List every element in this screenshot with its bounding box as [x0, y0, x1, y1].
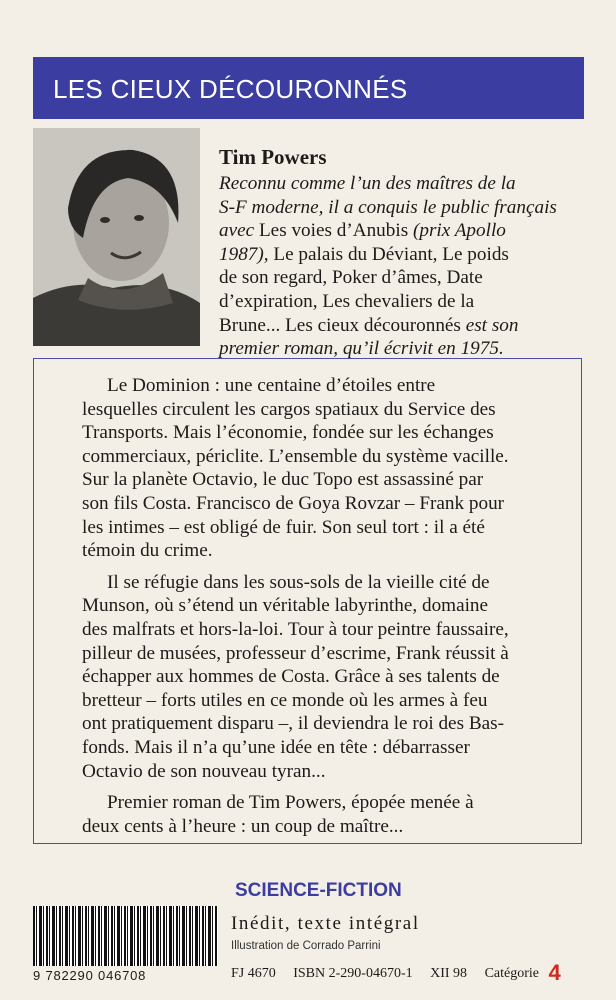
bio-line [219, 172, 579, 196]
barcode-number: 9 782290 046708 [33, 968, 147, 983]
catalog-code: FJ 4670 [231, 966, 276, 981]
blurb-line: Le Dominion : une centaine d’étoiles entre [107, 375, 436, 396]
date-code: XII 98 [430, 966, 468, 981]
blurb-line: Il se réfugie dans les sous-sols de la vieille cité de [107, 571, 490, 593]
book-blurb [82, 374, 572, 838]
catalog-line [231, 960, 561, 986]
barcode [33, 906, 218, 966]
bio-text-run: est son [465, 314, 519, 336]
series-label: SCIENCE-FICTION [235, 880, 402, 901]
blurb-line: pilleur de musées, professeur d’escrime, Frank réussit à [82, 642, 509, 664]
blurb-line: témoin du crime. [82, 540, 213, 562]
bio-line [219, 196, 579, 220]
blurb-line: Transports. Mais l’économie, fondée sur les échanges [82, 422, 494, 444]
bio-text-run: 1987), [219, 243, 274, 265]
blurb-line: commerciaux, périclite. L’ensemble du système vacille. [82, 445, 509, 467]
author-name: Tim Powers [219, 145, 327, 169]
blurb-line: Sur la planète Octavio, le duc Topo est assassiné par [82, 469, 484, 491]
blurb-line: fonds. Mais il n’a qu’une idée en tête : débarrasser [82, 736, 470, 758]
blurb-line: échapper aux hommes de Costa. Grâce à ses talents de [82, 666, 500, 688]
category-label: Catégorie [484, 966, 539, 981]
bio-text-run: Reconnu comme l’un des maîtres de la [219, 173, 516, 194]
bio-line [219, 219, 579, 243]
blurb-line: lesquelles circulent les cargos spatiaux du Service des [82, 398, 496, 420]
blurb-line: les intimes – est obligé de fuir. Son seul tort : il a été [82, 516, 485, 538]
bio-text-run: de son regard, Poker d’âmes, Date [219, 267, 483, 289]
author-photo [33, 128, 200, 346]
blurb-line: ont pratiquement disparu –, il deviendra le roi des Bas- [82, 713, 505, 735]
title-band [33, 57, 584, 119]
illustration-credit: Illustration de Corrado Parrini [231, 940, 381, 952]
bio-text-run: avec [219, 220, 259, 242]
bio-line [219, 243, 579, 267]
blurb-line: deux cents à l’heure : un coup de maître... [82, 815, 404, 837]
bio-text-run: Le palais du Déviant, Le poids [273, 243, 509, 265]
book-title: LES CIEUX DÉCOURONNÉS [53, 74, 408, 104]
bio-text-run: premier roman, qu’il écrivit en 1975. [219, 338, 504, 360]
author-portrait-image [33, 128, 200, 346]
bio-text-run: Brune... Les cieux découronnés [219, 314, 466, 336]
bio-line [219, 290, 579, 314]
bio-line [219, 266, 579, 290]
edition-note: Inédit, texte intégral [231, 913, 420, 934]
bio-text-run: d’expiration, Les chevaliers de la [219, 290, 475, 312]
blurb-line: bretteur – forts utiles en ce monde où les armes à feu [82, 689, 488, 711]
bio-line [219, 314, 579, 338]
isbn-code: ISBN 2-290-04670-1 [293, 966, 413, 981]
blurb-line: Premier roman de Tim Powers, épopée menée à [107, 792, 474, 814]
bio-text-run: S-F moderne, il a conquis le public français [219, 196, 557, 218]
author-bio [219, 172, 579, 361]
blurb-line: Munson, où s’étend un véritable labyrinthe, domaine [82, 595, 489, 617]
blurb-line: des malfrats et hors-la-loi. Tour à tour peintre faussaire, [82, 618, 509, 640]
bio-text-run: Les voies d’Anubis [258, 220, 413, 242]
blurb-line: Octavio de son nouveau tyran... [82, 760, 326, 782]
bio-text-run: (prix Apollo [412, 220, 506, 242]
blurb-line: son fils Costa. Francisco de Goya Rovzar – Frank pour [82, 492, 505, 514]
category-number: 4 [548, 960, 561, 985]
